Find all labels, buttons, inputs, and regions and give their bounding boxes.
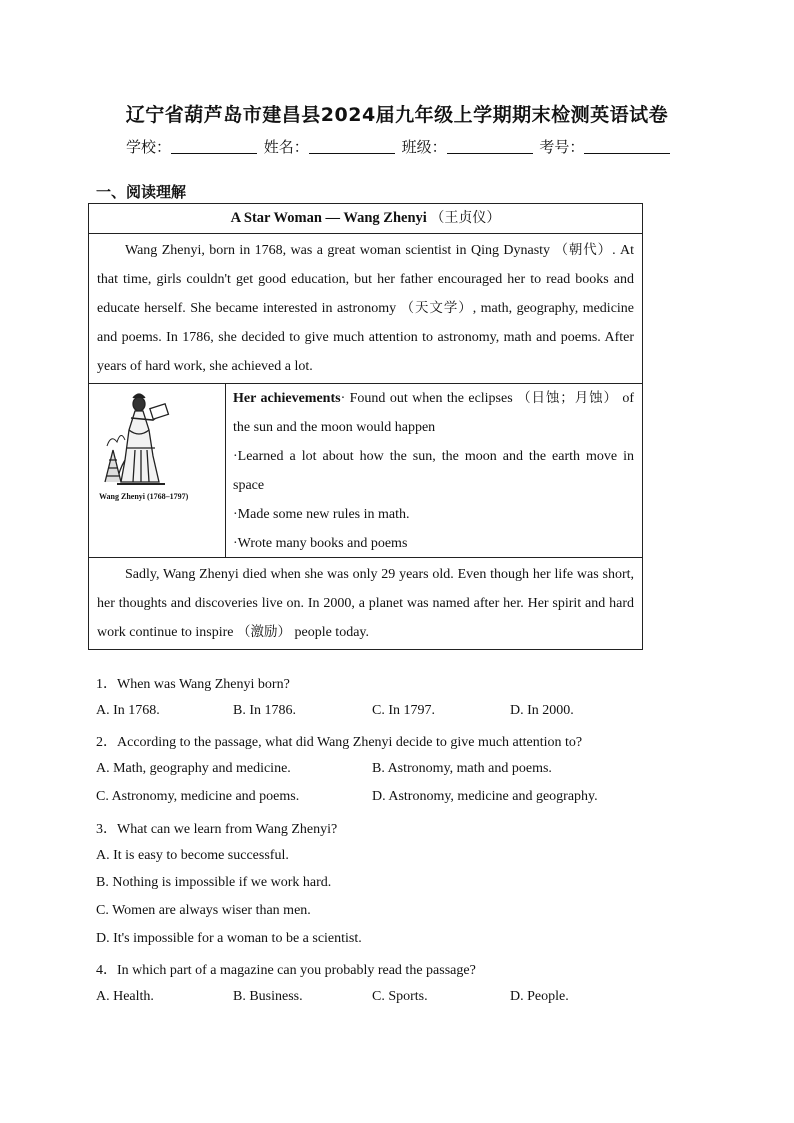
passage-title: A Star Woman — Wang Zhenyi (230, 210, 427, 226)
achievements-cell (226, 384, 642, 557)
exam-number-blank[interactable] (584, 139, 670, 154)
q2-option-c[interactable]: C. Astronomy, medicine and poems. (96, 789, 300, 804)
q3-option-b[interactable]: B. Nothing is impossible if we work hard. (96, 875, 332, 890)
para3-text-a: Sadly, Wang Zhenyi died when she was only 29 years old. Even though her life was short, her thoughts and discoveries live on. In 2000, a planet was named after her. Her spirit and hard work continue to inspire (97, 567, 634, 640)
para3-text-b: people today. (290, 625, 369, 640)
wang-zhenyi-portrait-image (95, 390, 185, 490)
q4-option-b[interactable]: B. Business. (233, 989, 303, 1004)
q1-option-b[interactable]: B. In 1786. (233, 703, 296, 718)
name-label: 姓名： (263, 138, 309, 156)
question-1: 1．When was Wang Zhenyi born? (96, 677, 290, 692)
q2-option-a[interactable]: A. Math, geography and medicine. (96, 761, 291, 776)
para1-text-b: . At that time, girls couldn't get good education, but her father encouraged her to read books and educate herself. She became interested in astronomy (97, 243, 635, 316)
q3-option-c[interactable]: C. Women are always wiser than men. (96, 903, 311, 918)
para3-gloss-inspire: （激励） (236, 624, 291, 640)
q2-option-d[interactable]: D. Astronomy, medicine and geography. (372, 789, 598, 804)
passage-title-row (89, 204, 642, 234)
achievements-label: Her achievements (233, 391, 341, 406)
passage-paragraph-3 (89, 558, 642, 649)
reading-passage-table (88, 203, 643, 650)
achievement-1-text-b: of the sun and the moon would happen (233, 391, 634, 435)
exam-number-label: 考号： (539, 138, 585, 156)
q1-option-d[interactable]: D. In 2000. (510, 703, 574, 718)
para1-gloss-astronomy: （天文学） (400, 300, 473, 316)
question-4: 4．In which part of a magazine can you probably read the passage? (96, 963, 476, 978)
question-3: 3．What can we learn from Wang Zhenyi? (96, 822, 338, 837)
q2-option-b[interactable]: B. Astronomy, math and poems. (372, 761, 552, 776)
class-blank[interactable] (447, 139, 533, 154)
achievement-item-1 (233, 384, 634, 442)
para1-gloss-dynasty: （朝代） (554, 242, 613, 258)
portrait-cell (89, 384, 226, 557)
achievement-1-gloss: （日蚀；月蚀） (517, 390, 618, 406)
passage-title-cn: （王贞仪） (430, 210, 501, 226)
class-label: 班级： (401, 138, 447, 156)
achievement-item-4: ·Wrote many books and poems (233, 536, 408, 551)
achievement-item-3: ·Made some new rules in math. (233, 507, 410, 522)
q3-option-a[interactable]: A. It is easy to become successful. (96, 848, 289, 863)
q4-option-a[interactable]: A. Health. (96, 989, 154, 1004)
para1-text-a: Wang Zhenyi, born in 1768, was a great woman scientist in Qing Dynasty (125, 243, 555, 258)
section-title: 一、阅读理解 (96, 183, 187, 201)
q4-option-c[interactable]: C. Sports. (372, 989, 428, 1004)
school-label: 学校： (126, 138, 172, 156)
school-blank[interactable] (171, 139, 257, 154)
exam-title: 辽宁省葫芦岛市建昌县2024届九年级上学期期末检测英语试卷 (125, 104, 669, 126)
achievements-row (89, 384, 642, 558)
passage-paragraph-1 (89, 234, 642, 384)
q4-option-d[interactable]: D. People. (510, 989, 569, 1004)
q3-option-d[interactable]: D. It's impossible for a woman to be a scientist. (96, 931, 362, 946)
achievement-1-text-a: · Found out when the eclipses (340, 391, 518, 406)
name-blank[interactable] (309, 139, 395, 154)
q1-option-c[interactable]: C. In 1797. (372, 703, 435, 718)
achievement-item-2: ·Learned a lot about how the sun, the moon and the earth move in space (233, 449, 634, 493)
para1-text-c: , math, geography, medicine and poems. In 1786, she decided to give much attention to astronomy, math and poems. After years of hard work, she achieved a lot. (97, 301, 635, 374)
student-info-line (126, 136, 672, 157)
q1-option-a[interactable]: A. In 1768. (96, 703, 160, 718)
portrait-caption: Wang Zhenyi (1768–1797) (99, 492, 189, 501)
question-2: 2．According to the passage, what did Wang Zhenyi decide to give much attention to? (96, 735, 583, 750)
